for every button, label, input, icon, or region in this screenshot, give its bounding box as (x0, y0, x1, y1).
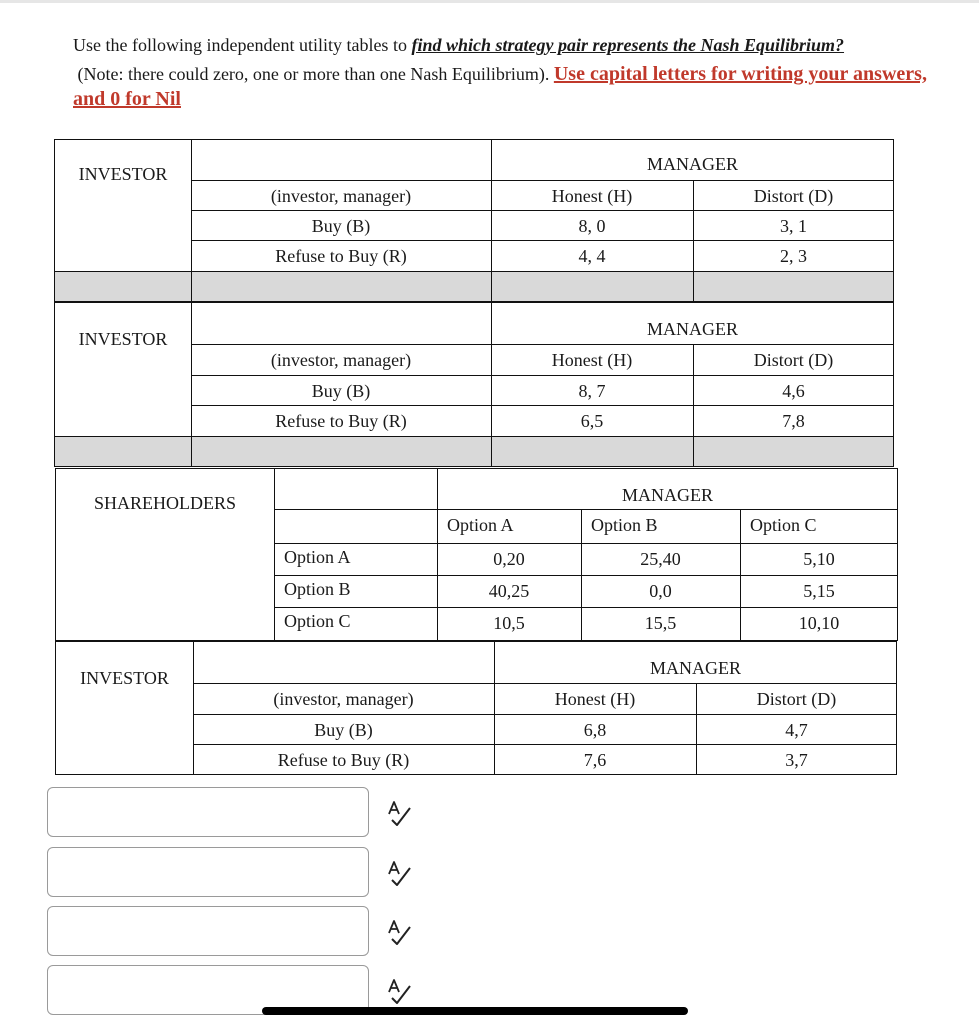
spellcheck-icon[interactable] (386, 800, 412, 826)
answer-input-1[interactable] (47, 787, 369, 837)
payoff-cell: 8, 7 (578, 381, 606, 401)
header-cell: Option B (591, 515, 658, 535)
payoff-cell: 7,8 (782, 411, 805, 431)
instruction-emphasis: find which strategy pair represents the Nash Equilibrium? (411, 35, 845, 55)
header-cell: Option C (750, 515, 817, 535)
note-line (73, 62, 953, 112)
row-label: Option B (284, 579, 351, 599)
spellcheck-icon[interactable] (386, 860, 412, 886)
col-player-label: MANAGER (646, 154, 738, 174)
payoff-cell: 5,15 (803, 581, 835, 601)
payoff-cell: 2, 3 (780, 246, 807, 266)
row-player-label: INVESTOR (80, 668, 169, 688)
home-indicator-bar[interactable] (262, 1007, 688, 1015)
spellcheck-icon[interactable] (386, 978, 412, 1004)
row-label: Option A (284, 547, 351, 567)
row-label: Refuse to Buy (R) (277, 750, 410, 770)
payoff-cell: 4, 4 (578, 246, 606, 266)
payoff-table-2 (54, 302, 894, 467)
row-label: Option C (284, 611, 351, 631)
row-label: Buy (B) (311, 381, 371, 401)
header-cell: (investor, manager) (270, 186, 412, 206)
header-cell: Honest (H) (551, 186, 633, 206)
payoff-table-3 (55, 468, 898, 641)
row-label: Refuse to Buy (R) (275, 411, 407, 431)
payoff-cell: 10,10 (798, 613, 840, 633)
header-cell: Honest (H) (551, 350, 633, 370)
answer-input-2[interactable] (47, 847, 369, 897)
header-cell: Distort (D) (753, 350, 834, 370)
payoff-cell: 3, 1 (780, 216, 807, 236)
header-cell: Distort (D) (756, 689, 837, 709)
header-cell: (investor, manager) (270, 350, 412, 370)
payoff-cell: 25,40 (640, 549, 681, 569)
payoff-cell: 6,8 (583, 720, 607, 740)
row-label: Refuse to Buy (R) (275, 246, 407, 266)
header-cell: Honest (H) (554, 689, 636, 709)
header-cell: Option A (447, 515, 514, 535)
row-player-label: INVESTOR (78, 164, 168, 184)
payoff-table-4 (55, 641, 897, 775)
payoff-cell: 40,25 (488, 581, 530, 601)
col-player-label: MANAGER (649, 658, 741, 678)
header-cell: (investor, manager) (273, 689, 414, 709)
top-divider (0, 0, 979, 3)
payoff-table-1 (54, 139, 894, 302)
row-label: Buy (B) (311, 216, 371, 236)
header-cell: Distort (D) (753, 186, 834, 206)
payoff-cell: 8, 0 (578, 216, 606, 236)
payoff-cell: 0,0 (649, 581, 672, 601)
payoff-cell: 7,6 (583, 750, 607, 770)
payoff-cell: 3,7 (785, 750, 808, 770)
answer-input-3[interactable] (47, 906, 369, 956)
payoff-cell: 4,6 (782, 381, 805, 401)
payoff-cell: 15,5 (644, 613, 677, 633)
row-player-label: INVESTOR (78, 329, 168, 349)
col-player-label: MANAGER (621, 485, 713, 505)
col-player-label: MANAGER (646, 319, 738, 339)
row-player-label: SHAREHOLDERS (93, 493, 236, 513)
note-red-text: Use capital letters for writing your answers, and 0 for Nil (73, 63, 927, 110)
spellcheck-icon[interactable] (386, 919, 412, 945)
instructions (73, 33, 953, 112)
instruction-text: Use the following independent utility tables to (73, 35, 412, 55)
payoff-cell: 4,7 (785, 720, 808, 740)
note-text: (Note: there could zero, one or more than one Nash Equilibrium). (77, 64, 554, 84)
payoff-cell: 10,5 (493, 613, 525, 633)
payoff-cell: 5,10 (803, 549, 835, 569)
row-label: Buy (B) (314, 720, 373, 740)
payoff-cell: 6,5 (580, 411, 604, 431)
payoff-cell: 0,20 (493, 549, 525, 569)
